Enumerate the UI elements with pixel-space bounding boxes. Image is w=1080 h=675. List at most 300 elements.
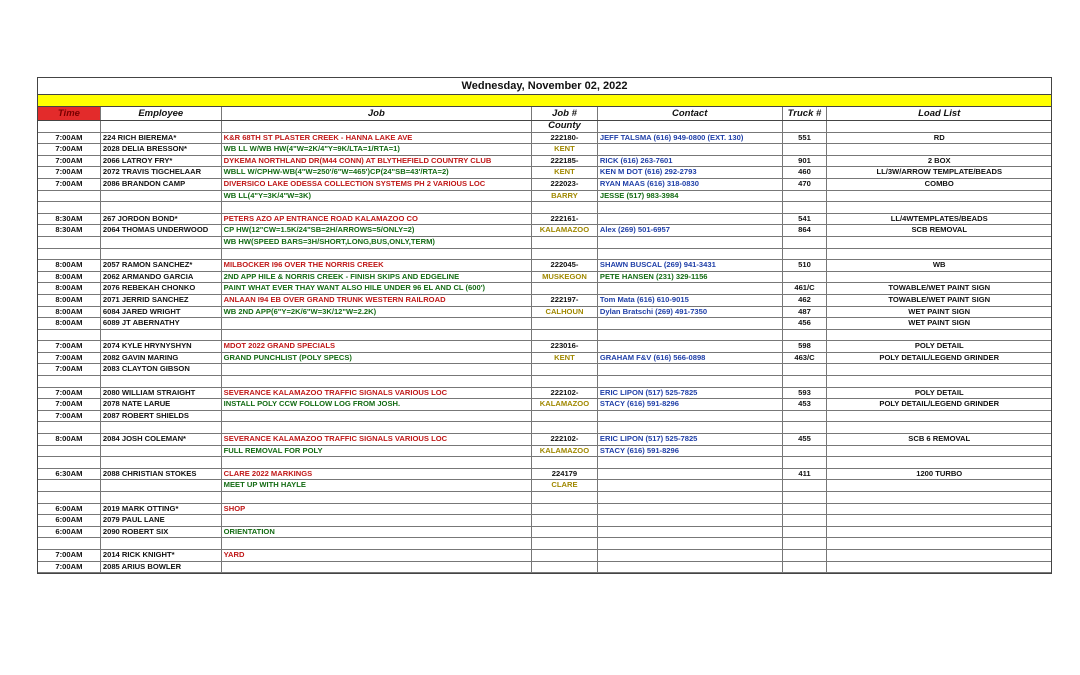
job-cell: DYKEMA NORTHLAND DR(M44 CONN) AT BLYTHEFIELD COUNTRY CLUB [222,156,532,167]
employee-cell [101,538,222,549]
load-list-cell [827,550,1051,561]
contact-cell [598,504,783,515]
table-row [38,283,1051,295]
employee-cell: 2083 CLAYTON GIBSON [101,364,222,375]
job-cell: DIVERSICO LAKE ODESSA COLLECTION SYSTEMS PH 2 VARIOUS LOC [222,179,532,190]
time-cell: 7:00AM [38,179,101,190]
contact-cell: STACY (616) 591-8296 [598,399,783,410]
job-number-cell: KALAMAZOO [532,399,598,410]
job-cell [222,364,532,375]
load-list-cell [827,504,1051,515]
job-cell [222,376,532,387]
load-list-cell: SCB 6 REMOVAL [908,434,971,444]
job-number-cell [532,562,598,573]
job-cell [222,318,532,329]
employee-cell: 2028 DELIA BRESSON* [101,144,222,155]
job-cell: 2ND APP HILE & NORRIS CREEK - FINISH SKIPS AND EDGELINE [222,272,532,283]
load-list-cell [827,492,1051,503]
contact-cell: Dylan Bratschi (269) 491-7350 [598,307,783,318]
header-employee: Employee [101,107,222,120]
time-cell: 7:00AM [38,388,101,399]
table-row [38,504,1051,516]
job-cell: PAINT WHAT EVER THAY WANT ALSO HILE UNDER 96 EL AND CL (600') [222,283,532,294]
truck-cell [783,527,828,538]
table-row [38,179,1051,191]
table-row [38,272,1051,284]
contact-cell [598,283,783,294]
table-row [38,225,1051,237]
time-cell [38,457,101,468]
job-number-cell [532,249,598,260]
contact-cell: JESSE (517) 983-3984 [598,191,783,202]
load-list-cell [827,191,1051,202]
table-row [38,144,1051,156]
truck-cell: 462 [783,295,828,306]
time-cell: 7:00AM [38,562,101,573]
load-list-cell: COMBO [924,178,954,188]
employee-cell: 2064 THOMAS UNDERWOOD [101,225,222,236]
job-number-cell [532,515,598,526]
truck-cell [783,480,828,491]
truck-cell: 901 [783,156,828,167]
contact-cell [598,330,783,341]
header-job-number: Job # [532,107,598,120]
job-number-cell: KALAMAZOO [532,225,598,236]
employee-cell [101,202,222,213]
truck-cell [783,446,828,457]
employee-cell: 2088 CHRISTIAN STOKES [101,469,222,480]
contact-cell: RICK (616) 263-7601 [598,156,783,167]
load-list-cell: 2 BOX [927,155,951,165]
column-header-row [38,107,1051,121]
truck-cell: 470 [783,179,828,190]
time-cell: 6:00AM [38,515,101,526]
job-cell [222,538,532,549]
truck-cell [783,538,828,549]
contact-cell: JEFF TALSMA (616) 949-0800 (EXT. 130) [598,133,783,144]
load-list-cell: POLY DETAIL [914,387,964,397]
job-cell [222,411,532,422]
contact-cell [598,202,783,213]
truck-cell: 487 [783,307,828,318]
job-cell [222,457,532,468]
load-list-cell [827,376,1051,387]
load-list-cell: TOWABLE/WET PAINT SIGN [888,294,991,304]
table-row [38,527,1051,539]
employee-cell: 2062 ARMANDO GARCIA [101,272,222,283]
job-cell [222,202,532,213]
job-number-cell: 222197- [532,295,598,306]
job-number-cell [532,504,598,515]
contact-cell [598,538,783,549]
job-number-cell: 222161- [532,214,598,225]
schedule-rows [38,133,1051,574]
contact-cell [598,457,783,468]
job-number-cell [532,330,598,341]
table-row [38,480,1051,492]
truck-cell [783,562,828,573]
job-cell: MEET UP WITH HAYLE [222,480,532,491]
time-cell: 8:30AM [38,225,101,236]
load-list-cell [827,249,1051,260]
spacer-row [38,330,1051,342]
job-number-cell [532,376,598,387]
contact-cell [598,550,783,561]
time-cell: 7:00AM [38,167,101,178]
contact-cell: STACY (616) 591-8296 [598,446,783,457]
truck-cell: 463/C [783,353,828,364]
load-list-cell: POLY DETAIL/LEGEND GRINDER [879,352,1000,362]
job-cell: SEVERANCE KALAMAZOO TRAFFIC SIGNALS VARIOUS LOC [222,434,532,445]
load-list-cell [827,538,1051,549]
load-list-cell [827,527,1051,538]
time-cell: 8:00AM [38,272,101,283]
load-list-cell: WET PAINT SIGN [908,306,971,316]
load-list-cell: WET PAINT SIGN [908,318,971,328]
truck-cell: 411 [783,469,828,480]
contact-cell [598,515,783,526]
load-list-cell: LL/3W/ARROW TEMPLATE/BEADS [876,167,1003,177]
job-number-cell: BARRY [532,191,598,202]
time-cell [38,202,101,213]
table-row [38,364,1051,376]
contact-cell: KEN M DOT (616) 292-2793 [598,167,783,178]
employee-cell: 2090 ROBERT SIX [101,527,222,538]
employee-cell: 2087 ROBERT SHIELDS [101,411,222,422]
time-cell: 8:30AM [38,214,101,225]
table-row [38,167,1051,179]
employee-cell [101,330,222,341]
job-number-cell: KENT [532,167,598,178]
table-row [38,446,1051,458]
load-list-cell [827,364,1051,375]
table-row [38,191,1051,203]
table-row [38,353,1051,365]
load-list-cell: TOWABLE/WET PAINT SIGN [888,283,991,293]
job-number-cell: MUSKEGON [532,272,598,283]
employee-cell: 2078 NATE LARUE [101,399,222,410]
time-cell [38,330,101,341]
sheet-date-title: Wednesday, November 02, 2022 [38,78,1051,95]
time-cell: 8:00AM [38,295,101,306]
county-subheader-row [38,121,1051,133]
employee-cell: 2079 PAUL LANE [101,515,222,526]
employee-cell: 2066 LATROY FRY* [101,156,222,167]
job-cell [222,492,532,503]
truck-cell [783,364,828,375]
truck-cell [783,191,828,202]
job-number-cell: CALHOUN [532,307,598,318]
contact-cell: PETE HANSEN (231) 329-1156 [598,272,783,283]
table-row [38,156,1051,168]
header-load-list: Load List [918,108,961,119]
time-cell: 7:00AM [38,353,101,364]
table-row [38,318,1051,330]
employee-cell [101,457,222,468]
contact-cell [598,376,783,387]
load-list-cell: POLY DETAIL/LEGEND GRINDER [879,399,1000,409]
job-number-cell [532,411,598,422]
header-band [38,95,1051,107]
truck-cell: 461/C [783,283,828,294]
contact-cell [598,527,783,538]
contact-cell [598,237,783,248]
truck-cell [783,144,828,155]
time-cell: 7:00AM [38,133,101,144]
job-number-cell: 224179 [532,469,598,480]
table-row [38,411,1051,423]
time-cell [38,492,101,503]
job-number-cell [532,492,598,503]
employee-cell: 2085 ARIUS BOWLER [101,562,222,573]
header-time: Time [38,107,101,120]
job-number-cell [532,318,598,329]
employee-cell: 2086 BRANDON CAMP [101,179,222,190]
load-list-cell: POLY DETAIL [914,341,964,351]
header-job: Job [222,107,532,120]
job-number-cell: 222045- [532,260,598,271]
employee-cell: 2084 JOSH COLEMAN* [101,434,222,445]
truck-cell: 453 [783,399,828,410]
header-truck: Truck # [783,107,828,120]
contact-cell [598,422,783,433]
time-cell [38,538,101,549]
spacer-row [38,422,1051,434]
job-number-cell [532,237,598,248]
truck-cell [783,457,828,468]
contact-cell: Tom Mata (616) 610-9015 [598,295,783,306]
load-list-cell [827,237,1051,248]
job-cell: CLARE 2022 MARKINGS [222,469,532,480]
time-cell [38,422,101,433]
time-cell [38,480,101,491]
employee-cell [101,446,222,457]
table-row [38,307,1051,319]
table-row [38,434,1051,446]
load-list-cell [827,457,1051,468]
spacer-row [38,457,1051,469]
contact-cell: ERIC LIPON (517) 525-7825 [598,434,783,445]
time-cell: 8:00AM [38,434,101,445]
table-row [38,388,1051,400]
load-list-cell [827,202,1051,213]
table-row [38,399,1051,411]
load-list-cell [827,480,1051,491]
job-cell: K&R 68TH ST PLASTER CREEK - HANNA LAKE AVE [222,133,532,144]
truck-cell: 593 [783,388,828,399]
time-cell: 7:00AM [38,156,101,167]
employee-cell: 267 JORDON BOND* [101,214,222,225]
spacer-row [38,538,1051,550]
job-number-cell [532,202,598,213]
time-cell: 8:00AM [38,318,101,329]
job-cell: FULL REMOVAL FOR POLY [222,446,532,457]
job-number-cell [532,550,598,561]
truck-cell: 460 [783,167,828,178]
job-cell: SEVERANCE KALAMAZOO TRAFFIC SIGNALS VARIOUS LOC [222,388,532,399]
job-number-cell: 222102- [532,434,598,445]
job-cell: CP HW(12"CW=1.5K/24"SB=2H/ARROWS=5/ONLY=2) [222,225,532,236]
job-number-cell: KENT [532,353,598,364]
contact-cell: RYAN MAAS (616) 318-0830 [598,179,783,190]
truck-cell: 455 [783,434,828,445]
employee-cell: 2076 REBEKAH CHONKO [101,283,222,294]
header-contact: Contact [598,107,783,120]
load-list-cell: 1200 TURBO [916,468,963,478]
contact-cell: ERIC LIPON (517) 525-7825 [598,388,783,399]
load-list-cell [827,411,1051,422]
truck-cell [783,237,828,248]
contact-cell [598,562,783,573]
truck-cell: 456 [783,318,828,329]
truck-cell: 864 [783,225,828,236]
spacer-row [38,202,1051,214]
table-row [38,341,1051,353]
employee-cell: 2019 MARK OTTING* [101,504,222,515]
time-cell: 6:00AM [38,504,101,515]
load-list-cell [827,515,1051,526]
truck-cell [783,492,828,503]
employee-cell [101,249,222,260]
time-cell [38,237,101,248]
time-cell [38,446,101,457]
table-row [38,562,1051,574]
truck-cell [783,550,828,561]
job-number-cell: CLARE [532,480,598,491]
table-row [38,469,1051,481]
truck-cell [783,504,828,515]
employee-cell [101,237,222,248]
time-cell: 7:00AM [38,341,101,352]
job-cell: WB LL(4"Y=3K/4"W=3K) [222,191,532,202]
time-cell: 8:00AM [38,283,101,294]
truck-cell: 598 [783,341,828,352]
truck-cell [783,376,828,387]
table-row [38,515,1051,527]
job-number-cell [532,538,598,549]
contact-cell [598,364,783,375]
job-cell: INSTALL POLY CCW FOLLOW LOG FROM JOSH. [222,399,532,410]
contact-cell [598,341,783,352]
load-list-cell [827,446,1051,457]
table-row [38,133,1051,145]
truck-cell [783,515,828,526]
time-cell [38,191,101,202]
job-number-cell [532,422,598,433]
job-number-cell [532,283,598,294]
time-cell: 7:00AM [38,411,101,422]
job-cell [222,249,532,260]
contact-cell [598,318,783,329]
truck-cell: 510 [783,260,828,271]
time-cell: 8:00AM [38,260,101,271]
contact-cell [598,411,783,422]
employee-cell: 2072 TRAVIS TIGCHELAAR [101,167,222,178]
truck-cell [783,422,828,433]
job-cell [222,330,532,341]
time-cell: 7:00AM [38,550,101,561]
contact-cell [598,144,783,155]
contact-cell: SHAWN BUSCAL (269) 941-3431 [598,260,783,271]
job-number-cell: 222023- [532,179,598,190]
contact-cell [598,249,783,260]
employee-cell [101,480,222,491]
time-cell [38,376,101,387]
spacer-row [38,492,1051,504]
table-row [38,237,1051,249]
header-county: County [532,121,598,132]
time-cell [38,249,101,260]
table-row [38,214,1051,226]
job-cell: WB HW(SPEED BARS=3H/SHORT,LONG,BUS,ONLY,TERM) [222,237,532,248]
load-list-cell: WB [932,260,946,270]
truck-cell [783,272,828,283]
table-row [38,295,1051,307]
schedule-sheet [37,77,1052,574]
truck-cell [783,202,828,213]
contact-cell [598,214,783,225]
job-cell: WB LL W/WB HW(4"W=2K/4"Y=9K/LTA=1/RTA=1) [222,144,532,155]
time-cell: 7:00AM [38,364,101,375]
job-number-cell [532,364,598,375]
job-cell: MDOT 2022 GRAND SPECIALS [222,341,532,352]
truck-cell [783,411,828,422]
contact-cell: GRAHAM F&V (616) 566-0898 [598,353,783,364]
employee-cell: 2080 WILLIAM STRAIGHT [101,388,222,399]
job-cell [222,562,532,573]
job-number-cell [532,527,598,538]
load-list-cell [827,562,1051,573]
employee-cell [101,376,222,387]
job-number-cell: 222102- [532,388,598,399]
load-list-cell [827,330,1051,341]
job-number-cell [532,457,598,468]
table-row [38,260,1051,272]
job-cell [222,422,532,433]
time-cell: 6:00AM [38,527,101,538]
employee-cell: 2082 GAVIN MARING [101,353,222,364]
job-cell: GRAND PUNCHLIST (POLY SPECS) [222,353,532,364]
spacer-row [38,376,1051,388]
job-cell: ANLAAN I94 EB OVER GRAND TRUNK WESTERN RAILROAD [222,295,532,306]
contact-cell [598,480,783,491]
job-number-cell: 223016- [532,341,598,352]
load-list-cell [827,272,1051,283]
employee-cell [101,492,222,503]
employee-cell [101,191,222,202]
truck-cell [783,330,828,341]
employee-cell: 6089 JT ABERNATHY [101,318,222,329]
employee-cell: 2057 RAMON SANCHEZ* [101,260,222,271]
time-cell: 6:30AM [38,469,101,480]
job-cell: ORIENTATION [222,527,532,538]
contact-cell [598,469,783,480]
time-cell: 8:00AM [38,307,101,318]
job-number-cell: KENT [532,144,598,155]
job-number-cell: 222180- [532,133,598,144]
contact-cell [598,492,783,503]
job-number-cell: 222185- [532,156,598,167]
load-list-cell: SCB REMOVAL [911,225,967,235]
truck-cell: 551 [783,133,828,144]
job-number-cell: KALAMAZOO [532,446,598,457]
job-cell: PETERS AZO AP ENTRANCE ROAD KALAMAZOO CO [222,214,532,225]
employee-cell: 6084 JARED WRIGHT [101,307,222,318]
contact-cell: Alex (269) 501-6957 [598,225,783,236]
truck-cell: 541 [783,214,828,225]
employee-cell: 2074 KYLE HRYNYSHYN [101,341,222,352]
job-cell: WBLL W/CPHW-WB(4"W=250'/6"W=465')CP(24"SB=43'/RTA=2) [222,167,532,178]
